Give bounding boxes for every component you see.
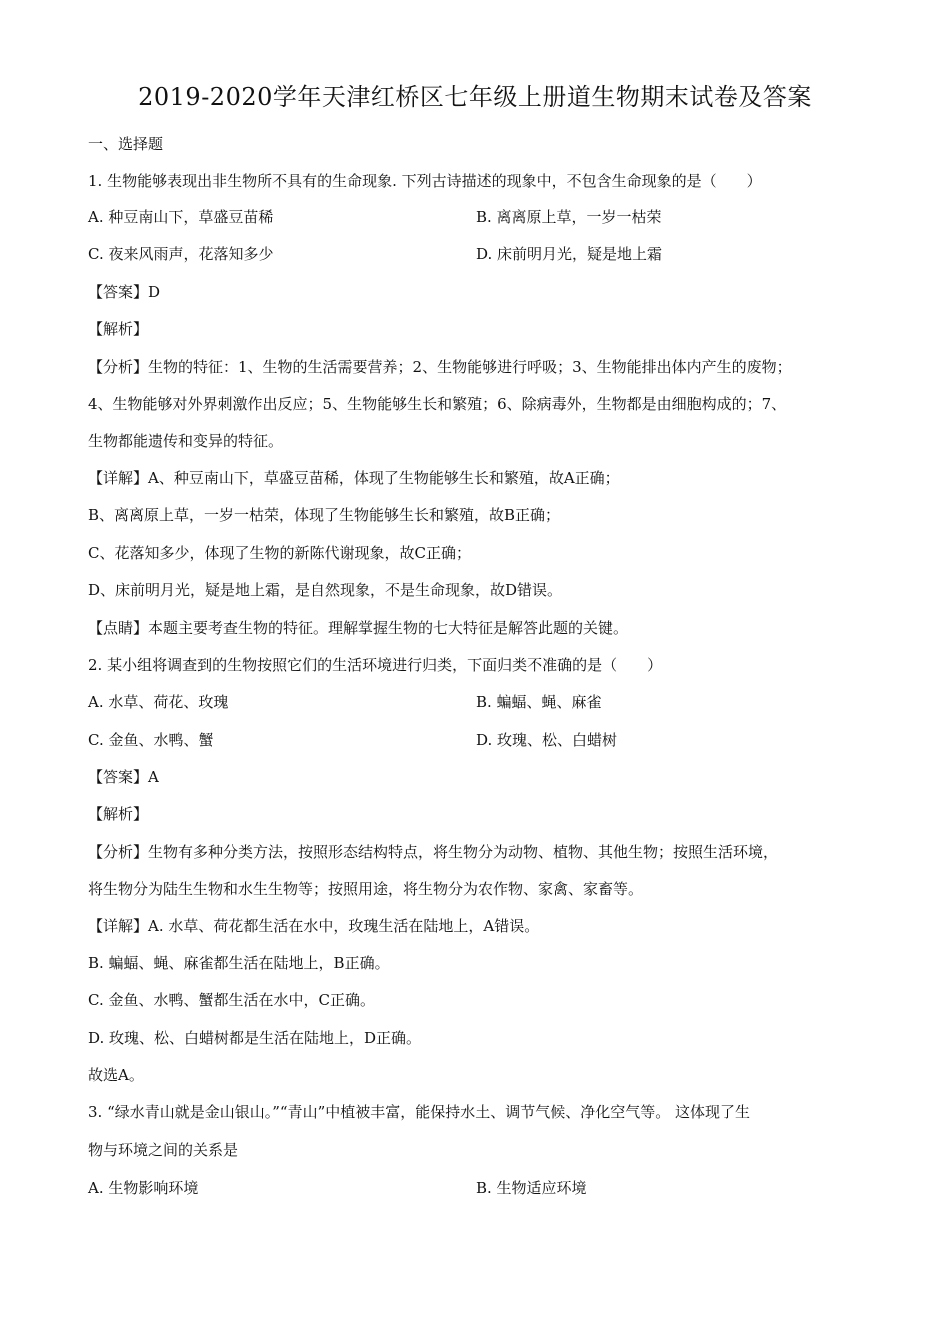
q2-option-d: D. 玫瑰、松、白蜡树 xyxy=(476,731,618,749)
q2-jiexi: 【解析】 xyxy=(88,805,149,823)
q2-detail-line-4: D. 玫瑰、松、白蜡树都是生活在陆地上，D正确。 xyxy=(88,1029,422,1047)
q2-option-b: B. 蝙蝠、蝇、麻雀 xyxy=(476,693,602,711)
q1-option-d: D. 床前明月光，疑是地上霜 xyxy=(476,245,663,263)
q1-detail-line-3: C、花落知多少，体现了生物的新陈代谢现象，故C正确； xyxy=(88,544,471,562)
q1-detail-line-2: B、离离原上草，一岁一枯荣，体现了生物能够生长和繁殖，故B正确； xyxy=(88,506,561,524)
question-2-stem: 2. 某小组将调查到的生物按照它们的生活环境进行归类，下面归类不准确的是（ ） xyxy=(88,656,663,674)
q2-detail-line-3: C. 金鱼、水鸭、蟹都生活在水中，C正确。 xyxy=(88,991,375,1009)
q1-detail-line-1: 【详解】A、种豆南山下，草盛豆苗稀，体现了生物能够生长和繁殖，故A正确； xyxy=(88,469,620,487)
q2-option-a: A. 水草、荷花、玫瑰 xyxy=(88,693,229,711)
q2-option-c: C. 金鱼、水鸭、蟹 xyxy=(88,731,214,749)
q2-detail-line-2: B. 蝙蝠、蝇、麻雀都生活在陆地上，B正确。 xyxy=(88,954,390,972)
section-heading: 一、选择题 xyxy=(88,135,164,153)
question-1-stem: 1. 生物能够表现出非生物所不具有的生命现象. 下列古诗描述的现象中，不包含生命现象的是（ ） xyxy=(88,172,762,190)
q1-comment: 【点睛】本题主要考查生物的特征。理解掌握生物的七大特征是解答此题的关键。 xyxy=(88,619,629,637)
q3-option-b: B. 生物适应环境 xyxy=(476,1179,587,1197)
question-3-stem-line-1: 3. “绿水青山就是金山银山。”“青山”中植被丰富，能保持水土、调节气候、净化空气等。 这体现了生 xyxy=(88,1103,751,1121)
question-3-stem-line-2: 物与环境之间的关系是 xyxy=(88,1141,239,1159)
q1-jiexi: 【解析】 xyxy=(88,320,149,338)
q2-detail-line-1: 【详解】A. 水草、荷花都生活在水中，玫瑰生活在陆地上，A错误。 xyxy=(88,917,540,935)
q1-answer: 【答案】D xyxy=(88,283,161,301)
q1-option-a: A. 种豆南山下，草盛豆苗稀 xyxy=(88,208,274,226)
q2-analysis-line-2: 将生物分为陆生生物和水生生物等；按照用途，将生物分为农作物、家禽、家畜等。 xyxy=(88,880,644,898)
q1-option-b: B. 离离原上草，一岁一枯荣 xyxy=(476,208,662,226)
q3-option-a: A. 生物影响环境 xyxy=(88,1179,199,1197)
page-title: 2019-2020学年天津红桥区七年级上册道生物期末试卷及答案 xyxy=(138,83,812,111)
q1-analysis-line-2: 4、生物能够对外界刺激作出反应；5、生物能够生长和繁殖；6、除病毒外，生物都是由细胞构成的；7、 xyxy=(88,395,787,413)
q1-analysis-line-1: 【分析】生物的特征：1、生物的生活需要营养；2、生物能够进行呼吸；3、生物能排出体内产生的废物； xyxy=(88,358,792,376)
q1-analysis-line-3: 生物都能遗传和变异的特征。 xyxy=(88,432,284,450)
q1-option-c: C. 夜来风雨声，花落知多少 xyxy=(88,245,274,263)
q2-analysis-line-1: 【分析】生物有多种分类方法，按照形态结构特点，将生物分为动物、植物、其他生物；按照生活环境， xyxy=(88,843,779,861)
q2-final: 故选A。 xyxy=(88,1066,144,1084)
q2-answer: 【答案】A xyxy=(88,768,159,786)
q1-detail-line-4: D、床前明月光，疑是地上霜，是自然现象，不是生命现象，故D错误。 xyxy=(88,581,563,599)
